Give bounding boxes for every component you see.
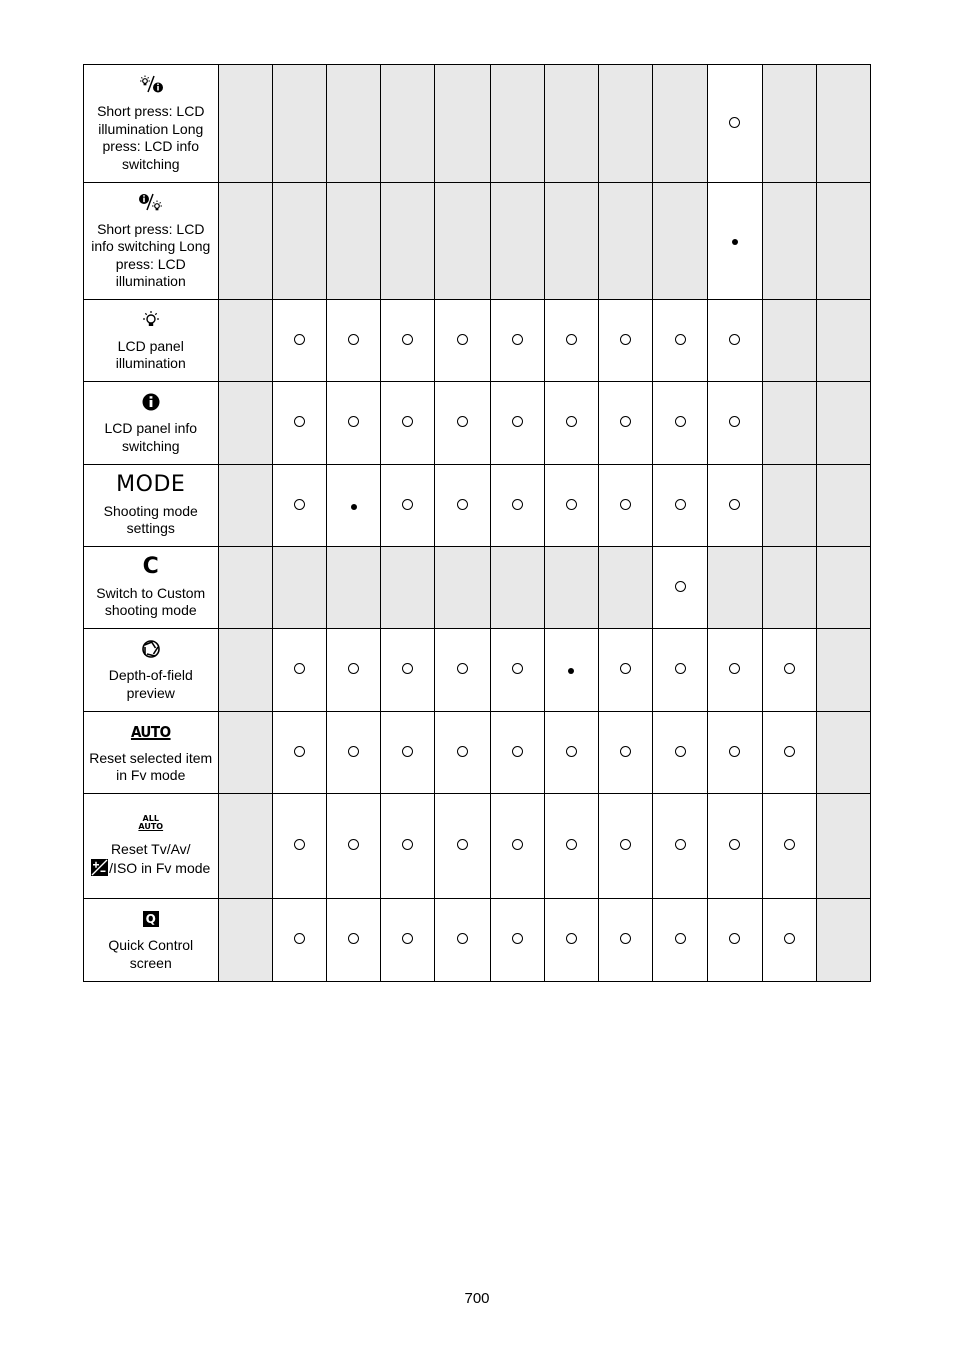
available-mark — [675, 499, 686, 510]
function-cell — [84, 794, 219, 899]
function-cell — [84, 899, 219, 982]
available-mark — [457, 499, 468, 510]
function-cell — [84, 300, 219, 382]
available-mark — [512, 663, 523, 674]
function-label: LCD panel illumination — [115, 337, 186, 371]
table-cell — [381, 465, 435, 547]
table-cell — [708, 183, 762, 300]
table-cell — [816, 794, 870, 899]
table-cell — [653, 899, 708, 982]
table-cell — [326, 899, 380, 982]
quick-control-icon — [87, 909, 215, 929]
available-mark — [729, 416, 740, 427]
table-cell — [816, 899, 870, 982]
table-cell — [272, 465, 326, 547]
available-mark — [675, 839, 686, 850]
table-cell — [326, 465, 380, 547]
table-row — [84, 712, 871, 794]
available-mark — [348, 839, 359, 850]
available-mark — [675, 334, 686, 345]
table-cell — [544, 899, 598, 982]
table-cell — [762, 465, 816, 547]
table-cell — [435, 547, 490, 629]
table-cell — [653, 712, 708, 794]
available-mark — [729, 117, 740, 128]
table-cell — [218, 65, 272, 183]
available-mark — [294, 334, 305, 345]
available-mark — [294, 663, 305, 674]
available-mark — [512, 839, 523, 850]
table-row — [84, 794, 871, 899]
available-mark — [457, 663, 468, 674]
table-cell — [435, 382, 490, 465]
table-cell — [218, 629, 272, 712]
table-cell — [381, 382, 435, 465]
available-mark — [402, 839, 413, 850]
table-cell — [598, 712, 652, 794]
table-cell — [653, 382, 708, 465]
table-cell — [762, 899, 816, 982]
function-label: Reset selected item in Fv mode — [89, 749, 213, 783]
available-mark — [457, 334, 468, 345]
available-mark — [294, 499, 305, 510]
table-cell — [272, 382, 326, 465]
available-mark — [457, 746, 468, 757]
available-mark — [620, 334, 631, 345]
available-mark — [294, 416, 305, 427]
table-cell — [762, 547, 816, 629]
available-mark — [457, 839, 468, 850]
table-cell — [435, 65, 490, 183]
table-row — [84, 300, 871, 382]
table-cell — [490, 65, 544, 183]
available-mark — [784, 663, 795, 674]
available-mark — [402, 663, 413, 674]
table-cell — [272, 899, 326, 982]
available-mark — [512, 933, 523, 944]
table-cell — [816, 629, 870, 712]
table-row — [84, 547, 871, 629]
function-label: Short press: LCD illumination Long press: LCD info switching — [97, 103, 205, 172]
table-cell — [708, 547, 762, 629]
table-cell — [598, 794, 652, 899]
table-cell — [490, 899, 544, 982]
default-mark — [568, 668, 574, 674]
auto-icon — [87, 722, 215, 742]
available-mark — [457, 933, 468, 944]
table-cell — [708, 712, 762, 794]
available-mark — [784, 746, 795, 757]
table-cell — [598, 629, 652, 712]
available-mark — [402, 416, 413, 427]
function-cell — [84, 629, 219, 712]
available-mark — [348, 334, 359, 345]
table-cell — [490, 629, 544, 712]
info-lcd-illumination-toggle-icon — [87, 193, 215, 213]
table-cell — [272, 712, 326, 794]
table-cell — [544, 65, 598, 183]
table-cell — [272, 65, 326, 183]
table-cell — [598, 899, 652, 982]
available-mark — [784, 933, 795, 944]
page-number: 700 — [464, 1290, 490, 1307]
available-mark — [784, 839, 795, 850]
available-mark — [620, 746, 631, 757]
table-cell — [708, 382, 762, 465]
table-cell — [218, 547, 272, 629]
available-mark — [729, 839, 740, 850]
table-cell — [435, 629, 490, 712]
table-cell — [490, 300, 544, 382]
available-mark — [566, 839, 577, 850]
available-mark — [512, 334, 523, 345]
table-cell — [326, 629, 380, 712]
available-mark — [348, 416, 359, 427]
table-cell — [762, 183, 816, 300]
table-cell — [598, 65, 652, 183]
table-cell — [653, 794, 708, 899]
available-mark — [294, 933, 305, 944]
table-cell — [326, 712, 380, 794]
table-cell — [326, 183, 380, 300]
table-row — [84, 465, 871, 547]
function-cell — [84, 382, 219, 465]
table-cell — [218, 794, 272, 899]
quick-control-icon-text: Q — [143, 911, 159, 927]
function-cell — [84, 183, 219, 300]
function-label: LCD panel info switching — [104, 420, 198, 454]
default-mark — [351, 504, 357, 510]
available-mark — [348, 663, 359, 674]
available-mark — [294, 839, 305, 850]
table-cell — [381, 183, 435, 300]
function-cell — [84, 547, 219, 629]
table-cell — [708, 629, 762, 712]
table-cell — [816, 547, 870, 629]
table-cell — [272, 183, 326, 300]
function-label — [87, 841, 215, 880]
table-cell — [544, 629, 598, 712]
table-cell — [435, 899, 490, 982]
lcd-illumination-info-toggle-icon — [87, 75, 215, 95]
table-cell — [816, 183, 870, 300]
table-cell — [653, 183, 708, 300]
table-cell — [326, 382, 380, 465]
available-mark — [675, 581, 686, 592]
table-cell — [490, 382, 544, 465]
available-mark — [729, 499, 740, 510]
table-cell — [490, 712, 544, 794]
available-mark — [566, 334, 577, 345]
available-mark — [620, 663, 631, 674]
available-mark — [348, 746, 359, 757]
table-cell — [816, 382, 870, 465]
table-cell — [653, 65, 708, 183]
table-cell — [708, 300, 762, 382]
available-mark — [729, 933, 740, 944]
custom-mode-icon — [87, 553, 215, 579]
auto-icon-text: AUTO — [130, 722, 171, 741]
function-cell — [84, 465, 219, 547]
table-row — [84, 65, 871, 183]
available-mark — [348, 933, 359, 944]
available-mark — [402, 746, 413, 757]
all-auto-icon — [87, 813, 215, 833]
table-cell — [381, 899, 435, 982]
table-cell — [816, 712, 870, 794]
available-mark — [402, 933, 413, 944]
table-cell — [708, 65, 762, 183]
available-mark — [512, 416, 523, 427]
table-cell — [218, 300, 272, 382]
available-mark — [675, 933, 686, 944]
function-label-part: Reset Tv/Av/ — [110, 841, 191, 857]
table-cell — [326, 547, 380, 629]
table-cell — [598, 300, 652, 382]
available-mark — [729, 746, 740, 757]
table-cell — [218, 712, 272, 794]
all-auto-icon-line: ALL — [142, 814, 159, 823]
table-cell — [326, 65, 380, 183]
table-cell — [218, 183, 272, 300]
table-cell — [381, 300, 435, 382]
available-mark — [566, 933, 577, 944]
table-cell — [653, 465, 708, 547]
all-auto-icon-line: AUTO — [138, 822, 164, 831]
table-cell — [544, 712, 598, 794]
available-mark — [620, 499, 631, 510]
available-mark — [294, 746, 305, 757]
function-label: Shooting mode settings — [103, 502, 198, 536]
table-cell — [272, 629, 326, 712]
table-cell — [490, 465, 544, 547]
function-cell — [84, 65, 219, 183]
table-cell — [435, 183, 490, 300]
available-mark — [620, 933, 631, 944]
table-cell — [544, 382, 598, 465]
table-cell — [381, 794, 435, 899]
available-mark — [729, 663, 740, 674]
table-cell — [544, 547, 598, 629]
table-cell — [762, 629, 816, 712]
function-cell — [84, 712, 219, 794]
table-cell — [272, 794, 326, 899]
table-cell — [762, 712, 816, 794]
table-cell — [708, 794, 762, 899]
table-cell — [272, 300, 326, 382]
available-mark — [566, 746, 577, 757]
table-cell — [272, 547, 326, 629]
table-cell — [544, 300, 598, 382]
table-cell — [598, 547, 652, 629]
table-cell — [816, 300, 870, 382]
available-mark — [675, 746, 686, 757]
table-cell — [544, 183, 598, 300]
table-cell — [435, 794, 490, 899]
function-label: Depth-of-field preview — [108, 667, 193, 701]
aperture-icon — [87, 639, 215, 659]
table-cell — [653, 300, 708, 382]
table-cell — [490, 183, 544, 300]
function-label-part: /ISO in Fv mode — [109, 859, 211, 876]
table-cell — [762, 300, 816, 382]
function-label: Switch to Custom shooting mode — [96, 584, 206, 618]
table-cell — [326, 300, 380, 382]
available-mark — [457, 416, 468, 427]
table-cell — [762, 65, 816, 183]
table-cell — [490, 547, 544, 629]
table-cell — [218, 465, 272, 547]
available-mark — [620, 416, 631, 427]
info-icon — [87, 392, 215, 412]
table-row — [84, 382, 871, 465]
table-cell — [435, 465, 490, 547]
table-cell — [326, 794, 380, 899]
available-mark — [566, 499, 577, 510]
table-cell — [544, 794, 598, 899]
available-mark — [620, 839, 631, 850]
table-cell — [381, 712, 435, 794]
table-cell — [218, 382, 272, 465]
lcd-illumination-icon — [87, 310, 215, 330]
available-mark — [729, 334, 740, 345]
table-cell — [381, 629, 435, 712]
table-cell — [490, 794, 544, 899]
table-cell — [816, 465, 870, 547]
available-mark — [512, 746, 523, 757]
exposure-compensation-icon — [91, 859, 108, 881]
table-cell — [598, 382, 652, 465]
table-row — [84, 183, 871, 300]
table-cell — [762, 382, 816, 465]
function-label: Short press: LCD info switching Long press: LCD illumination — [91, 220, 211, 289]
table-row — [84, 629, 871, 712]
table-cell — [218, 899, 272, 982]
table-cell — [381, 65, 435, 183]
table-row — [84, 899, 871, 982]
table-cell — [708, 899, 762, 982]
function-label: Quick Control screen — [108, 937, 194, 971]
table-cell — [435, 712, 490, 794]
available-mark — [402, 499, 413, 510]
table-cell — [435, 300, 490, 382]
available-mark — [675, 663, 686, 674]
available-mark — [402, 334, 413, 345]
table-cell — [816, 65, 870, 183]
table-cell — [381, 547, 435, 629]
table-cell — [598, 183, 652, 300]
table-cell — [598, 465, 652, 547]
available-mark — [675, 416, 686, 427]
mode-icon-text: MODE — [116, 471, 186, 497]
function-availability-table — [83, 64, 871, 982]
custom-mode-icon-text: C — [142, 553, 159, 579]
table-cell — [762, 794, 816, 899]
table-cell — [544, 465, 598, 547]
default-mark — [732, 239, 738, 245]
available-mark — [566, 416, 577, 427]
table-cell — [653, 629, 708, 712]
table-cell — [708, 465, 762, 547]
table-cell — [653, 547, 708, 629]
mode-icon — [87, 471, 215, 497]
available-mark — [512, 499, 523, 510]
